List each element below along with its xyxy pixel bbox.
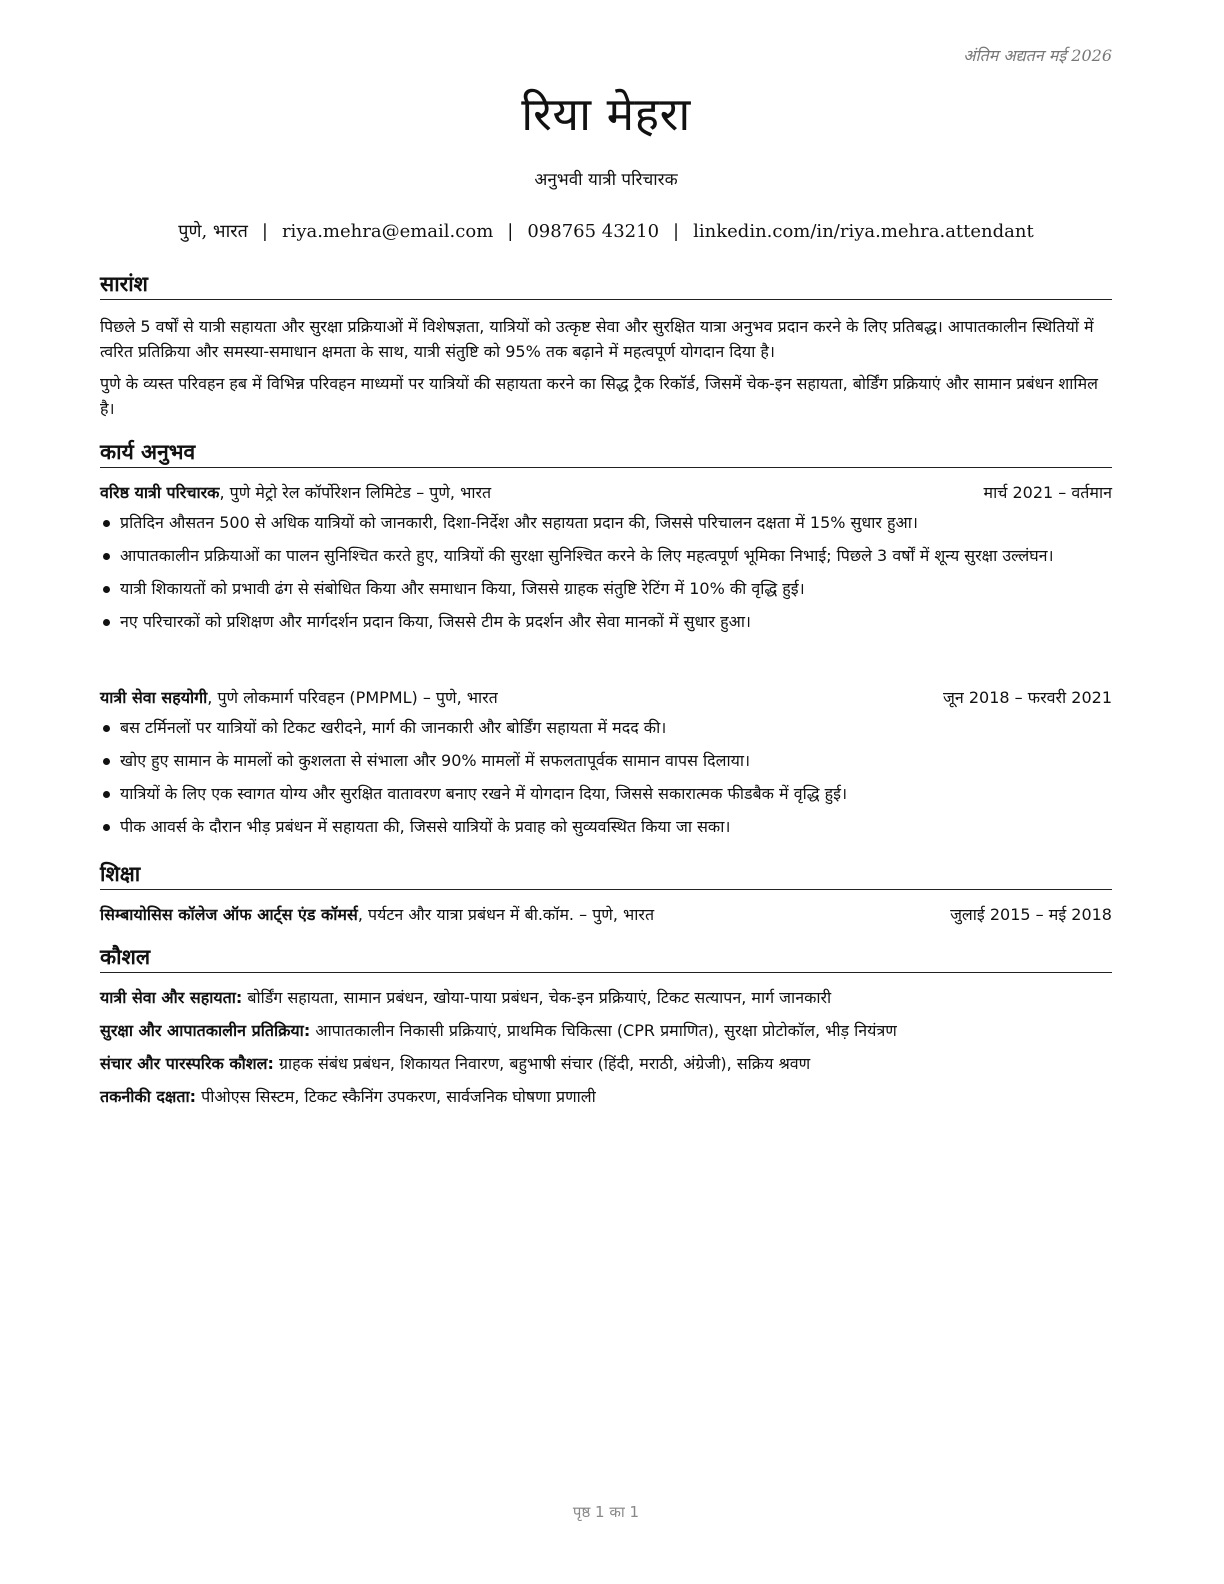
job-bullets: [100, 715, 1112, 839]
list-item: खोए हुए सामान के मामलों को कुशलता से संभाला और 90% मामलों में सफलतापूर्वक सामान वापस दिलाया।: [100, 748, 1112, 773]
job-org: , पुणे लोकमार्ग परिवहन (PMPML) – पुणे, भारत: [207, 688, 498, 707]
separator: |: [261, 221, 268, 242]
contact-linkedin[interactable]: linkedin.com/in/riya.mehra.attendant: [693, 221, 1034, 242]
section-title-experience: कार्य अनुभव: [100, 438, 1112, 468]
separator: |: [673, 221, 680, 242]
contact-line: [100, 219, 1112, 243]
job-role: यात्री सेवा सहयोगी: [100, 688, 208, 707]
skill-value: बोर्डिंग सहायता, सामान प्रबंधन, खोया-पाया प्रबंधन, चेक-इन प्रक्रियाएं, टिकट सत्यापन, मार्ग जानकारी: [242, 988, 832, 1007]
last-updated: अंतिम अद्यतन मई 2026: [963, 46, 1112, 65]
list-item: नए परिचारकों को प्रशिक्षण और मार्गदर्शन प्रदान किया, जिससे टीम के प्रदर्शन और सेवा मानकों में सुधार हुआ।: [100, 609, 1112, 634]
skill-label: तकनीकी दक्षता:: [100, 1087, 197, 1106]
job-dates: जून 2018 – फरवरी 2021: [943, 688, 1112, 707]
job-role: वरिष्ठ यात्री परिचारक: [100, 483, 220, 502]
list-item: यात्री शिकायतों को प्रभावी ढंग से संबोधित किया और समाधान किया, जिससे ग्राहक संतुष्टि रेटिंग में 10% की वृद्धि हुई।: [100, 576, 1112, 601]
section-title-summary: सारांश: [100, 270, 1112, 300]
section-title-skills: कौशल: [100, 943, 1112, 973]
list-item: बस टर्मिनलों पर यात्रियों को टिकट खरीदने, मार्ग की जानकारी और बोर्डिंग सहायता में मदद की।: [100, 715, 1112, 740]
skill-value: आपातकालीन निकासी प्रक्रियाएं, प्राथमिक चिकित्सा (CPR प्रमाणित), सुरक्षा प्रोटोकॉल, भीड़ नियंत्रण: [310, 1021, 897, 1040]
page-number: पृष्ठ 1 का 1: [572, 1503, 640, 1521]
candidate-name: रिया मेहरा: [521, 87, 691, 141]
job-dates: मार्च 2021 – वर्तमान: [983, 483, 1112, 502]
summary-paragraph: पुणे के व्यस्त परिवहन हब में विभिन्न परिवहन माध्यमों पर यात्रियों की सहायता करने का सिद्ध ट्रैक रिकॉर्ड, जिसमें चेक-इन सहायता, बोर्डिंग प्रक्रियाएं और सामान प्रबंधन शामिल है।: [100, 374, 1098, 418]
contact-phone: 098765 43210: [527, 221, 660, 242]
summary-paragraph: पिछले 5 वर्षों से यात्री सहायता और सुरक्षा प्रक्रियाओं में विशेषज्ञता, यात्रियों को उत्कृष्ट सेवा और सुरक्षित यात्रा अनुभव प्रदान करने के लिए प्रतिबद्ध। आपातकालीन स्थितियों में त्वरित प्रतिक्रिया और समस्या-समाधान क्षमता के साथ, यात्री संतुष्टि को 95% तक बढ़ाने में महत्वपूर्ण योगदान दिया है।: [100, 317, 1094, 361]
list-item: पीक आवर्स के दौरान भीड़ प्रबंधन में सहायता की, जिससे यात्रियों के प्रवाह को सुव्यवस्थित किया जा सका।: [100, 814, 1112, 839]
job-bullets: [100, 510, 1112, 634]
job-header: [100, 686, 1112, 710]
skill-label: संचार और पारस्परिक कौशल:: [100, 1054, 274, 1073]
job-org: , पुणे मेट्रो रेल कॉर्पोरेशन लिमिटेड – पुणे, भारत: [219, 483, 492, 502]
section-title-education: शिक्षा: [100, 860, 1112, 890]
skill-value: ग्राहक संबंध प्रबंधन, शिकायत निवारण, बहुभाषी संचार (हिंदी, मराठी, अंग्रेजी), सक्रिय श्रवण: [273, 1054, 811, 1073]
skill-row: [100, 1085, 1112, 1109]
education-institution: सिम्बायोसिस कॉलेज ऑफ आर्ट्स एंड कॉमर्स: [100, 905, 358, 924]
job-header: [100, 481, 1112, 505]
skill-row: [100, 1019, 1112, 1043]
resume-page: [100, 0, 1112, 1584]
skill-label: सुरक्षा और आपातकालीन प्रतिक्रिया:: [100, 1021, 311, 1040]
skill-row: [100, 986, 1112, 1010]
education-detail: , पर्यटन और यात्रा प्रबंधन में बी.कॉम. – पुणे, भारत: [357, 905, 655, 924]
list-item: प्रतिदिन औसतन 500 से अधिक यात्रियों को जानकारी, दिशा-निर्देश और सहायता प्रदान की, जिससे परिचालन दक्षता में 15% सुधार हुआ।: [100, 510, 1112, 535]
list-item: यात्रियों के लिए एक स्वागत योग्य और सुरक्षित वातावरण बनाए रखने में योगदान दिया, जिससे सकारात्मक फीडबैक में वृद्धि हुई।: [100, 781, 1112, 806]
skill-value: पीओएस सिस्टम, टिकट स्कैनिंग उपकरण, सार्वजनिक घोषणा प्रणाली: [196, 1087, 596, 1106]
skill-label: यात्री सेवा और सहायता:: [100, 988, 243, 1007]
contact-location: पुणे, भारत: [178, 221, 248, 242]
headline: अनुभवी यात्री परिचारक: [534, 170, 678, 190]
list-item: आपातकालीन प्रक्रियाओं का पालन सुनिश्चित करते हुए, यात्रियों की सुरक्षा सुनिश्चित करने के लिए महत्वपूर्ण भूमिका निभाई; पिछले 3 वर्षों में शून्य सुरक्षा उल्लंघन।: [100, 543, 1112, 568]
skill-row: [100, 1052, 1112, 1076]
contact-email[interactable]: riya.mehra@email.com: [281, 221, 494, 242]
education-entry: [100, 903, 1112, 927]
education-dates: जुलाई 2015 – मई 2018: [950, 905, 1112, 924]
separator: |: [507, 221, 514, 242]
